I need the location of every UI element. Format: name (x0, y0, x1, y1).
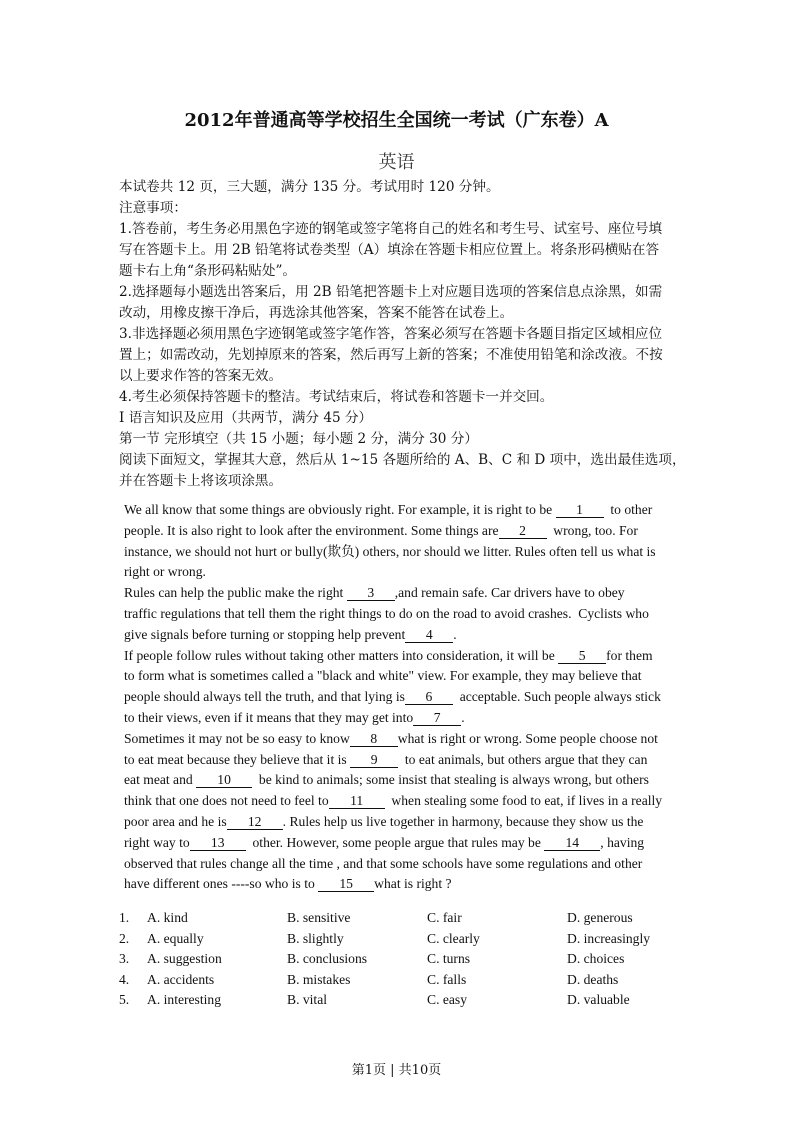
option-c: C. clearly (427, 930, 480, 946)
passage-text: for them (606, 647, 653, 663)
passage-text: be kind to animals; some insist that stealing is always wrong, but others (252, 772, 649, 788)
passage-text: instance, we should not hurt or bully(欺负) others, nor should we litter. Rules often tell us what is (124, 543, 656, 559)
answer-blank: 5 (558, 649, 606, 664)
answer-blank: 6 (405, 690, 453, 705)
option-d: D. choices (567, 951, 625, 967)
passage-line (124, 604, 684, 625)
instruction-line: 4.考生必须保持答题卡的整洁。考试结束后，将试卷和答题卡一并交回。 (119, 389, 554, 405)
passage-text: what is right ? (374, 876, 452, 892)
passage-text: wrong, too. For (546, 522, 638, 538)
passage-text: . Rules help us live together in harmony, because they show us the (282, 813, 644, 829)
question-number: 5. (119, 992, 130, 1008)
answer-blank: 15 (318, 877, 374, 892)
passage-line (124, 583, 684, 604)
answer-options (119, 908, 679, 1011)
instruction-line: 并在答题卡上将该项涂黑。 (119, 473, 283, 489)
passage-line (124, 750, 684, 771)
question-number: 1. (119, 910, 130, 925)
option-row (119, 929, 679, 950)
answer-blank: 10 (196, 773, 252, 788)
question-number: 2. (119, 930, 130, 946)
passage-line (124, 708, 684, 729)
answer-blank: 3 (347, 586, 395, 601)
answer-blank: 4 (405, 628, 453, 643)
passage-text: Rules can help the public make the right (124, 585, 347, 601)
passage-text: to their views, even if it means that they may get into (124, 709, 414, 725)
passage-text: . (453, 626, 457, 642)
subject-heading: 英语 (378, 152, 415, 173)
instruction-line: 1.答卷前，考生务必用黑色字迹的钢笔或签字笔将自己的姓名和考生号、试室号、座位号填 (119, 221, 663, 237)
passage-text: right way to (124, 834, 190, 850)
option-d: D. increasingly (567, 930, 651, 946)
option-b: B. sensitive (287, 910, 351, 925)
instruction-line: I 语言知识及应用（共两节，满分 45 分） (119, 410, 373, 426)
answer-blank: 9 (350, 753, 398, 768)
passage-text: poor area and he is (124, 813, 227, 829)
instruction-line: 置上；如需改动，先划掉原来的答案，然后再写上新的答案；不准使用铅笔和涂改液。不按 (119, 347, 663, 363)
option-b: B. mistakes (287, 971, 351, 987)
option-b: B. slightly (287, 930, 344, 946)
passage-line (124, 812, 684, 833)
passage-text: acceptable. Such people always stick (452, 689, 661, 705)
passage-text: If people follow rules without taking other matters into consideration, it will be (124, 647, 559, 663)
passage-text: when stealing some food to eat, if lives in a really (384, 793, 663, 809)
passage-text: give signals before turning or stopping help prevent (124, 626, 406, 642)
option-c: C. falls (427, 971, 467, 987)
instruction-line: 阅读下面短文，掌握其大意，然后从 1~15 各题所给的 A、B、C 和 D 项中，选出最佳选项， (119, 452, 686, 468)
passage-line (124, 687, 684, 708)
option-c: C. turns (427, 951, 471, 967)
option-d: D. valuable (567, 992, 630, 1008)
passage-line (124, 666, 684, 687)
passage-text: have different ones ----so who is to (124, 876, 319, 892)
instruction-line: 3.非选择题必须用黑色字迹钢笔或签字笔作答，答案必须写在答题卡各题目指定区域相应位 (119, 326, 663, 342)
option-b: B. vital (287, 992, 328, 1008)
option-c: C. easy (427, 992, 468, 1008)
instruction-line: 以上要求作答的答案无效。 (119, 368, 283, 384)
option-a: A. accidents (147, 971, 215, 987)
passage-text: Sometimes it may not be so easy to know (124, 730, 350, 746)
passage-text: traffic regulations that tell them the right things to do on the road to avoid crashes. Cyclists who (124, 605, 649, 621)
option-a: A. interesting (147, 992, 221, 1008)
passage-text: what is right or wrong. Some people choose not (397, 730, 658, 746)
passage-text: , having (600, 834, 645, 850)
question-number: 3. (119, 951, 130, 967)
option-a: A. equally (147, 930, 204, 946)
passage-line (124, 646, 684, 667)
passage-text: think that one does not need to feel to (124, 793, 329, 809)
page-footer: 第1页 | 共10页 (351, 1063, 442, 1078)
passage-line (124, 500, 684, 521)
passage-text: to eat animals, but others argue that they can (398, 751, 648, 767)
passage-text: observed that rules change all the time , and that some schools have some regulations and other (124, 855, 643, 871)
instruction-line: 第一节 完形填空（共 15 小题；每小题 2 分，满分 30 分） (119, 431, 478, 447)
instruction-line: 题卡右上角“条形码粘贴处”。 (119, 263, 297, 279)
answer-blank: 14 (544, 836, 600, 851)
answer-blank: 12 (227, 815, 283, 830)
cloze-passage (124, 500, 684, 895)
option-a: A. kind (147, 910, 188, 925)
option-b: B. conclusions (287, 951, 368, 967)
passage-line (124, 791, 684, 812)
instruction-line: 改动，用橡皮擦干净后，再选涂其他答案，答案不能答在试卷上。 (119, 305, 514, 321)
passage-text: eat meat and (124, 772, 197, 788)
option-a: A. suggestion (147, 951, 222, 967)
option-row (119, 908, 679, 929)
instruction-line: 注意事项： (119, 200, 187, 216)
instruction-line: 2.选择题每小题选出答案后，用 2B 铅笔把答题卡上对应题目选项的答案信息点涂黑，如需 (119, 284, 663, 300)
passage-line (124, 729, 684, 750)
passage-line (124, 562, 684, 583)
answer-blank: 13 (190, 836, 246, 851)
passage-text: right or wrong. (124, 564, 206, 580)
passage-line (124, 625, 684, 646)
exam-title: 2012年普通高等学校招生全国统一考试（广东卷）A (184, 110, 609, 131)
passage-text: ,and remain safe. Car drivers have to obey (394, 585, 625, 601)
answer-blank: 1 (556, 503, 604, 518)
option-row (119, 990, 679, 1011)
option-d: D. deaths (567, 971, 619, 987)
instructions (119, 177, 689, 492)
answer-blank: 8 (350, 732, 398, 747)
passage-line (124, 874, 684, 895)
option-row (119, 949, 679, 970)
passage-line (124, 770, 684, 791)
instruction-line: 写在答题卡上。用 2B 铅笔将试卷类型（A）填涂在答题卡相应位置上。将条形码横贴在答 (119, 242, 660, 258)
passage-text: people should always tell the truth, and that lying is (124, 689, 405, 705)
question-number: 4. (119, 971, 130, 987)
passage-line (124, 521, 684, 542)
option-c: C. fair (427, 910, 462, 925)
option-d: D. generous (567, 910, 633, 925)
passage-text: to other (603, 502, 653, 517)
answer-blank: 11 (329, 794, 385, 809)
passage-text: to form what is sometimes called a "black and white" view. For example, they may believe that (124, 668, 642, 684)
passage-text: . (461, 709, 465, 725)
passage-text: people. It is also right to look after the environment. Some things are (124, 522, 499, 538)
instruction-line: 本试卷共 12 页，三大题，满分 135 分。考试用时 120 分钟。 (119, 179, 500, 195)
passage-line (124, 542, 684, 563)
passage-text: to eat meat because they believe that it is (124, 751, 351, 767)
answer-blank: 7 (413, 711, 461, 726)
passage-line (124, 833, 684, 854)
passage-text: We all know that some things are obviously right. For example, it is right to be (124, 502, 556, 517)
answer-blank: 2 (499, 524, 547, 539)
option-row (119, 970, 679, 991)
passage-line (124, 854, 684, 875)
passage-text: other. However, some people argue that rules may be (245, 834, 545, 850)
